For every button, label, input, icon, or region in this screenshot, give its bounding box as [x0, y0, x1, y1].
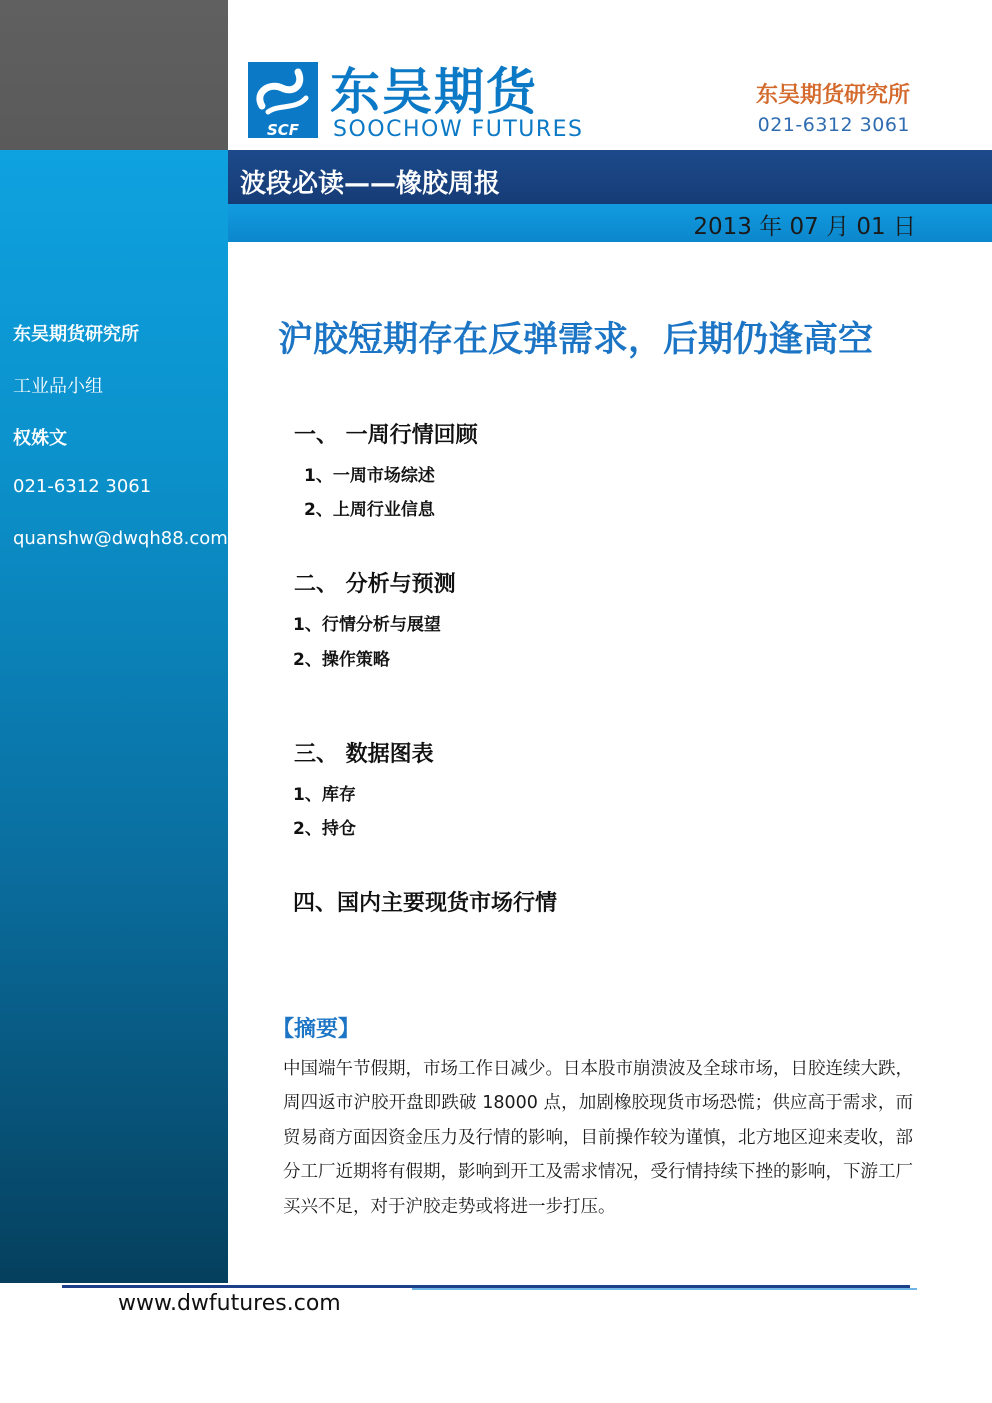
brand-name-cn: 东吴期货	[330, 63, 538, 121]
sidebar-author: 权姝文	[13, 428, 67, 449]
sidebar-email[interactable]: quanshw@dwqh88.com	[13, 528, 228, 549]
toc-item-3-1: 1、库存	[293, 785, 356, 805]
sidebar-institute: 东吴期货研究所	[13, 324, 139, 345]
toc-item-3-2: 2、持仓	[293, 819, 356, 839]
logo-mark-text: SCF	[266, 121, 300, 138]
toc-item-1-1: 1、一周市场综述	[304, 466, 435, 486]
footer-url[interactable]: www.dwfutures.com	[118, 1291, 341, 1316]
toc-section-3: 三、 数据图表	[294, 742, 434, 767]
brand-name-en: SOOCHOW FUTURES	[333, 117, 584, 142]
scf-logo-icon	[248, 62, 318, 138]
toc-item-2-2: 2、操作策略	[293, 650, 390, 670]
sidebar-group: 工业品小组	[13, 376, 103, 397]
page-title: 沪胶短期存在反弹需求，后期仍逢高空	[278, 320, 874, 360]
report-series-title: 波段必读——橡胶周报	[240, 169, 501, 199]
toc-section-4: 四、国内主要现货市场行情	[293, 891, 558, 916]
report-date: 2013 年 07 月 01 日	[693, 214, 916, 240]
toc-section-1: 一、 一周行情回顾	[294, 423, 478, 448]
sidebar-phone: 021-6312 3061	[13, 476, 152, 497]
abstract-body: 中国端午节假期，市场工作日减少。日本股市崩溃波及全球市场，日胶连续大跌，周四返市沪胶开盘即跌破 18000 点，加剧橡胶现货市场恐慌；供应高于需求，而贸易商方面因资金压力及行情的影响，目前操作较为谨慎，北方地区迎来麦收，部分工厂近期将有假期，影响到开工及需求情况，受行情持续下挫的影响，下游工厂买兴不足，对于沪胶走势或将进一步打压。	[283, 1059, 913, 1217]
header-institute-phone: 021-6312 3061	[757, 114, 910, 136]
abstract-heading: 【摘要】	[272, 1017, 361, 1042]
header-institute-name: 东吴期货研究所	[755, 83, 910, 108]
toc-section-2: 二、 分析与预测	[294, 572, 456, 597]
toc-item-1-2: 2、上周行业信息	[304, 500, 435, 520]
sidebar-top-block	[0, 0, 228, 150]
toc-item-2-1: 1、行情分析与展望	[293, 615, 441, 635]
